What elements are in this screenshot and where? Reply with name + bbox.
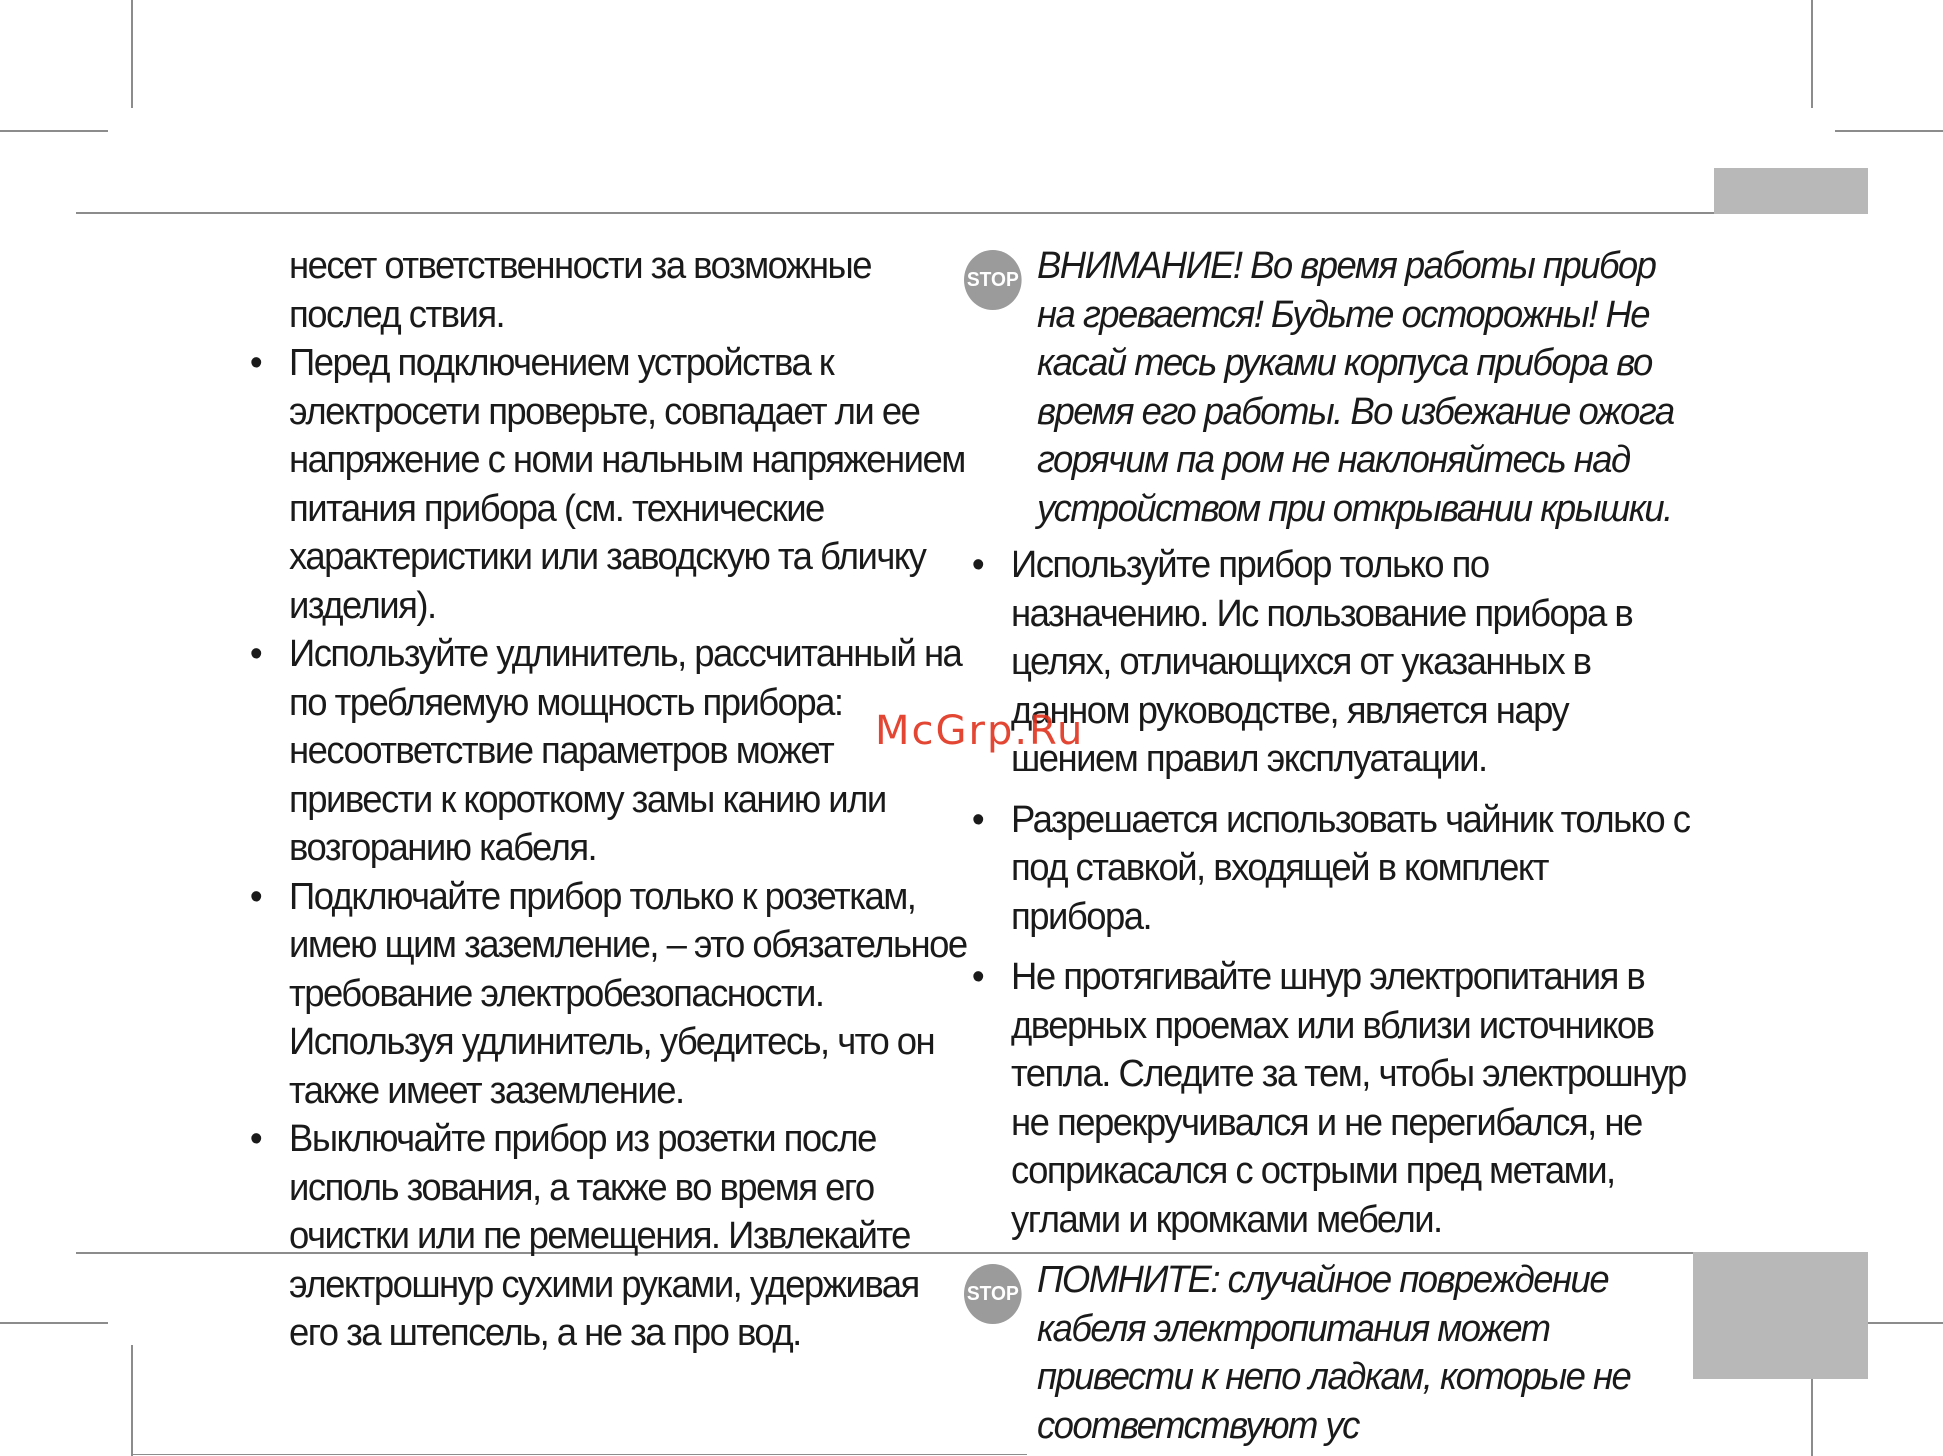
header-tab <box>1714 168 1868 214</box>
list-item: • Подключайте прибор только к розеткам, имею щим заземление, – это обязательное требование электробезопасности. Используя удлинитель, убедитесь, что он также имеет заземление. <box>242 873 972 1116</box>
bullet-icon: • <box>249 875 262 918</box>
bullet-icon: • <box>249 633 262 675</box>
crop-mark <box>1835 130 1943 132</box>
list-item: • Выключайте прибор из розетки после исполь зования, а также во время его очистки или пе ремещения. Извлекайте электрошнур сухими руками, удерживая его за штепсель, а не за про вод. <box>242 1115 972 1358</box>
list-item: • Разрешается использовать чайник только с под ставкой, входящей в комплект прибора. <box>964 796 1694 942</box>
page-top-rule <box>76 212 1868 214</box>
bullet-icon: • <box>971 544 984 586</box>
crop-mark <box>1811 0 1813 108</box>
reminder-note: STOP ПОМНИТЕ: случайное повреждение кабеля электропитания может привести к непо ладкам, которые не соответствуют ус <box>964 1256 1694 1450</box>
warning-note: STOP ВНИМАНИЕ! Во время работы прибор на гревается! Будьте осторожны! Не касай тесь руками корпуса прибора во время его работы. Во избежание ожога горячим па ром не наклоняйтесь над устройством при открывании крышки. <box>964 242 1694 533</box>
crop-mark <box>131 0 133 108</box>
stop-icon: STOP <box>964 250 1022 310</box>
bullet-icon: • <box>249 342 262 384</box>
paragraph-continuation: несет ответственности за возможные послед ствия. <box>289 245 871 336</box>
list-item: • Используйте прибор только по назначению. Ис пользование прибора в целях, отличающихся от указанных в данном руководстве, является нару шением правил эксплуатации. <box>964 541 1694 784</box>
watermark: McGrp.Ru <box>875 708 1085 754</box>
left-column <box>242 242 967 1358</box>
right-column <box>964 242 1708 1450</box>
crop-mark <box>131 1345 133 1456</box>
bullet-icon: • <box>971 798 984 841</box>
crop-mark <box>0 1322 108 1324</box>
crop-mark <box>0 130 108 132</box>
list-item: • Не протягивайте шнур электропитания в дверных проемах или вблизи источников тепла. Следите за тем, чтобы электрошнур не перекручивался и не перегибался, не соприкасался с острыми пред метами, углами и кромками мебели. <box>964 953 1694 1244</box>
page-number-tab <box>1693 1252 1868 1379</box>
crop-mark <box>132 1454 1027 1455</box>
bullet-icon: • <box>971 956 984 998</box>
stop-icon: STOP <box>964 1264 1022 1324</box>
list-item: • Используйте удлинитель, рассчитанный на по требляемую мощность прибора: несоответствие параметров может привести к короткому замы канию или возгоранию кабеля. <box>242 630 972 873</box>
list-item: • Перед подключением устройства к электросети проверьте, совпадает ли ее напряжение с номи нальным напряжением питания прибора (см. технические характеристики или заводскую та бличку изделия). <box>242 339 972 630</box>
bullet-icon: • <box>249 1118 262 1160</box>
